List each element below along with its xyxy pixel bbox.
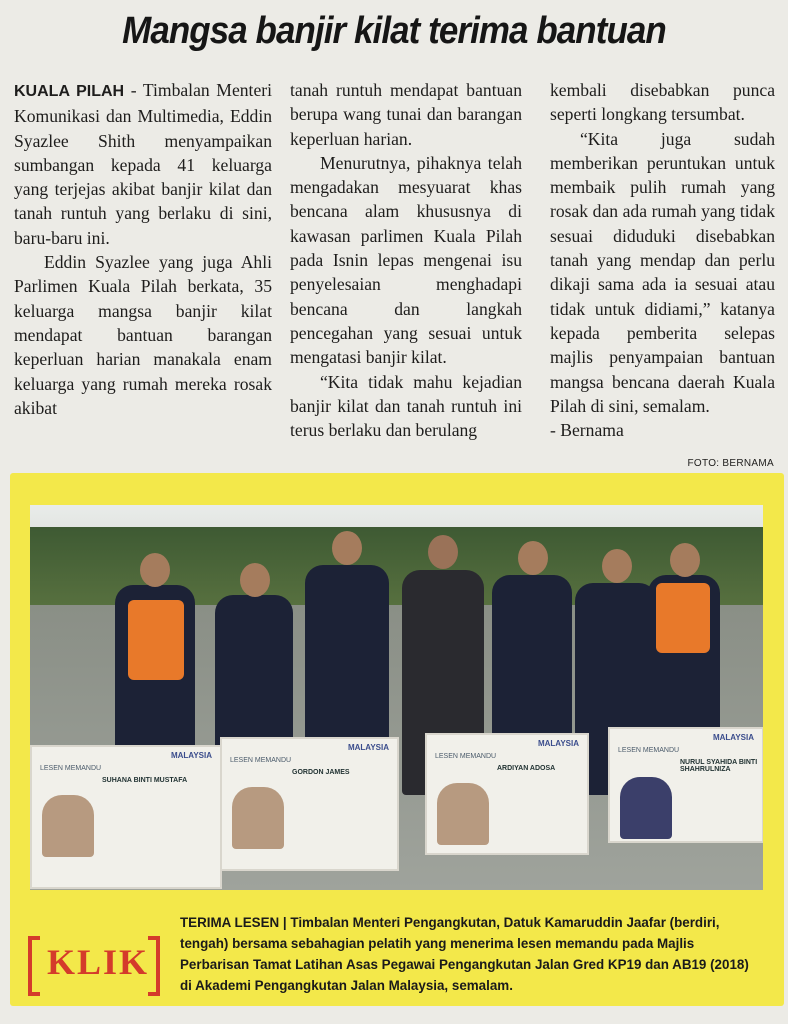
photo-credit: FOTO: BERNAMA [687,458,774,469]
photo-caption [180,912,760,996]
caption-text: Timbalan Menteri Pengangkutan, Datuk Kamaruddin Jaafar (berdiri, tengah) bersama sebahagian pelatih yang menerima lesen memandu pada Majlis Perbarisan Tamat Latihan Asas Pegawai Pengangkutan Jalan Gred KP19 dan AB19 (2018) di Akademi Pengangkutan Jalan Malaysia, semalam. [180,915,749,993]
safety-vest [128,600,184,680]
headline: Mangsa banjir kilat terima bantuan [122,10,666,52]
card-label: LESEN MEMANDU [618,747,680,754]
person-head [140,553,170,587]
paragraph: “Kita tidak mahu kejadian banjir kilat dan tanah runtuh ini terus berlaku dan berulang [290,371,522,441]
person-head [518,541,548,575]
person-head [332,531,362,565]
paragraph: Menurutnya, pihaknya telah mengadakan mesyuarat khas bencana alam khususnya di kawasan parlimen Kuala Pilah pada Isnin lepas mengenai isu penyelesaian menghadapi bencana dan langkah pencegahan yang sesuai untuk mengatasi banjir kilat. [290,152,522,368]
card-photo [232,787,284,849]
paragraph: - Timbalan Menteri Komunikasi dan Multimedia, Eddin Syazlee Shith menyampaikan sumbangan kepada 41 keluarga yang terjejas akibat banjir kilat dan tanah runtuh yang berlaku di sini, baru-baru ini. [14,80,273,248]
article-column-1 [14,78,272,420]
person-head [670,543,700,577]
klik-logo: KLIK [46,942,150,982]
card-country: MALAYSIA [712,733,754,742]
person-head [428,535,458,569]
licence-card [220,737,399,871]
licence-card [30,745,222,889]
paragraph: “Kita juga sudah memberikan peruntukan untuk membaik pulih rumah yang rosak dan ada rumah yang tidak sesuai diduduki disebabkan tanah yang mendap dan perlu dikaji sama ada ia sesuai atau tidak untuk didiami,” katanya kepada pemberita selepas majlis penyampaian bantuan mangsa bencana daerah Kuala Pilah di sini, semalam. [550,128,775,416]
dateline: KUALA PILAH [14,83,125,100]
safety-vest [656,583,710,653]
licence-card [608,727,763,843]
paragraph: kembali disebabkan punca seperti longkang tersumbat. [550,80,775,125]
card-photo [620,777,672,839]
card-name: SUHANA BINTI MUSTAFA [102,777,188,784]
card-label: LESEN MEMANDU [230,757,292,764]
card-name: GORDON JAMES [292,769,350,776]
card-name: NURUL SYAHIDA BINTI SHAHRULNIZA [680,759,758,773]
card-photo [42,795,94,857]
card-country: MALAYSIA [537,739,579,748]
news-photo [30,505,763,890]
caption-kicker: TERIMA LESEN [180,915,280,930]
card-country: MALAYSIA [170,751,212,760]
card-photo [437,783,489,845]
card-label: LESEN MEMANDU [40,765,102,772]
article-column-2 [290,78,522,442]
byline-source: - Bernama [550,420,624,441]
licence-card [425,733,589,855]
card-label: LESEN MEMANDU [435,753,497,760]
card-country: MALAYSIA [347,743,389,752]
person-head [602,549,632,583]
article-column-3 [550,78,775,442]
person-head [240,563,270,597]
caption-separator: | [279,915,291,930]
card-name: ARDIYAN ADOSA [497,765,556,772]
paragraph: Eddin Syazlee yang juga Ahli Parlimen Kuala Pilah berkata, 35 keluarga mangsa banjir kilat mendapat bantuan barangan keperluan harian manakala enam keluarga yang rumah mereka rosak akibat [14,252,272,418]
paragraph: tanah runtuh mendapat bantuan berupa wang tunai dan barangan keperluan harian. [290,80,522,149]
